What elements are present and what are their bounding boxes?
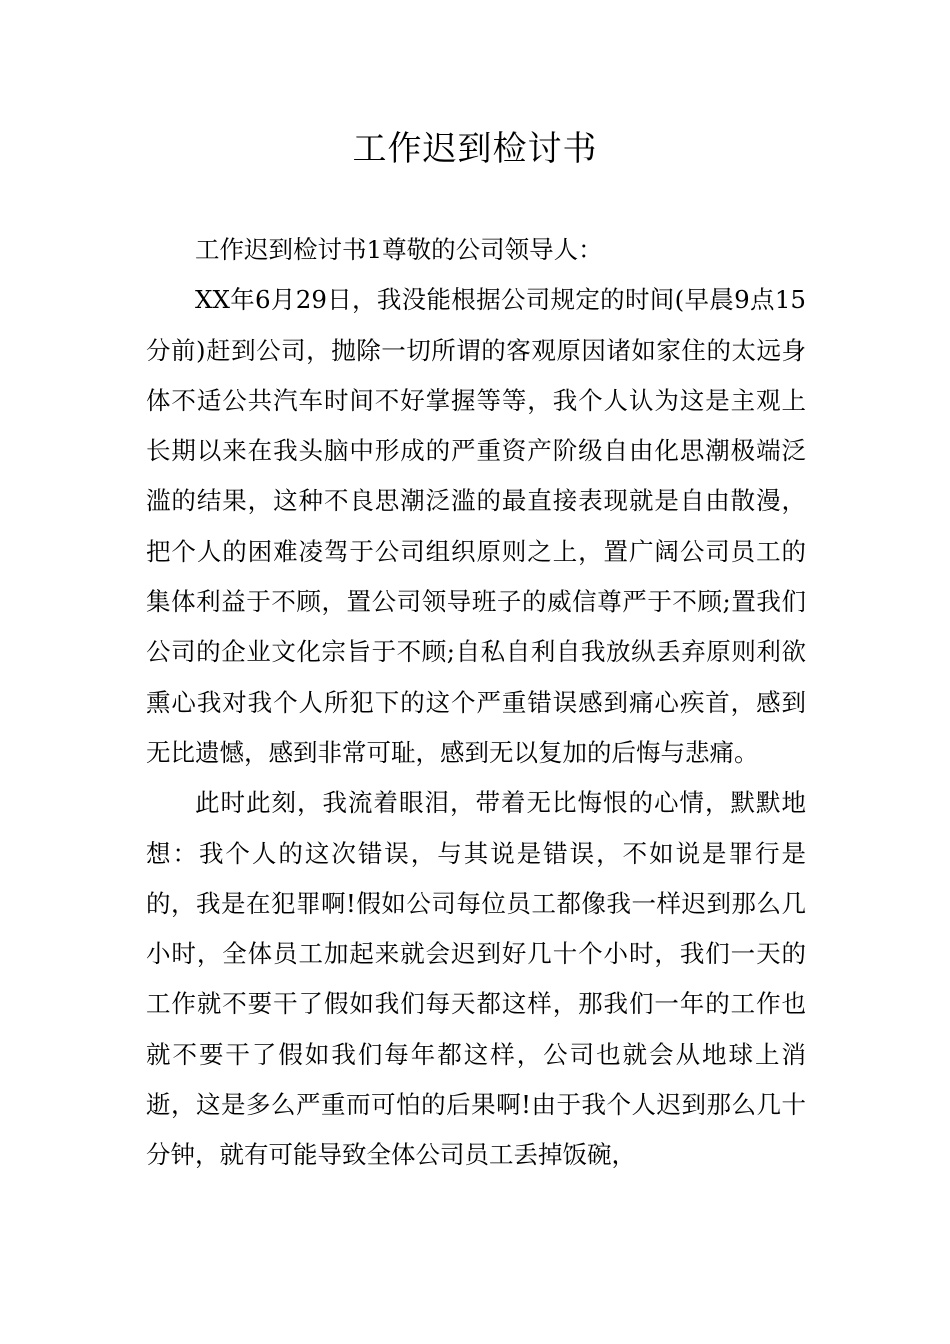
- paragraph-confession: XX年6月29日，我没能根据公司规定的时间(早晨9点15分前)赶到公司，抛除一切所谓的客观原因诸如家住的太远身体不适公共汽车时间不好掌握等等，我个人认为这是主观上长期以来在我头脑中形成的严重资产阶级自由化思潮极端泛滥的结果，这种不良思潮泛滥的最直接表现就是自由散漫，把个人的困难凌驾于公司组织原则之上，置广阔公司员工的集体利益于不顾，置公司领导班子的威信尊严于不顾;置我们公司的企业文化宗旨于不顾;自私自利自我放纵丢弃原则利欲熏心我对我个人所犯下的这个严重错误感到痛心疾首，感到无比遗憾，感到非常可耻，感到无以复加的后悔与悲痛。: [146, 285, 806, 767]
- paragraph-reflection: 此时此刻，我流着眼泪，带着无比悔恨的心情，默默地想：我个人的这次错误，与其说是错误，不如说是罪行是的，我是在犯罪啊!假如公司每位员工都像我一样迟到那么几小时，全体员工加起来就会迟到好几十个小时，我们一天的工作就不要干了假如我们每天都这样，那我们一年的工作也就不要干了假如我们每年都这样，公司也就会从地球上消逝，这是多么严重而可怕的后果啊!由于我个人迟到那么几十分钟，就有可能导致全体公司员工丢掉饭碗，: [146, 788, 806, 1170]
- paragraph-salutation: 工作迟到检讨书1尊敬的公司领导人：: [195, 235, 603, 264]
- document-body: [146, 225, 806, 1181]
- document-title: 工作迟到检讨书: [352, 129, 598, 169]
